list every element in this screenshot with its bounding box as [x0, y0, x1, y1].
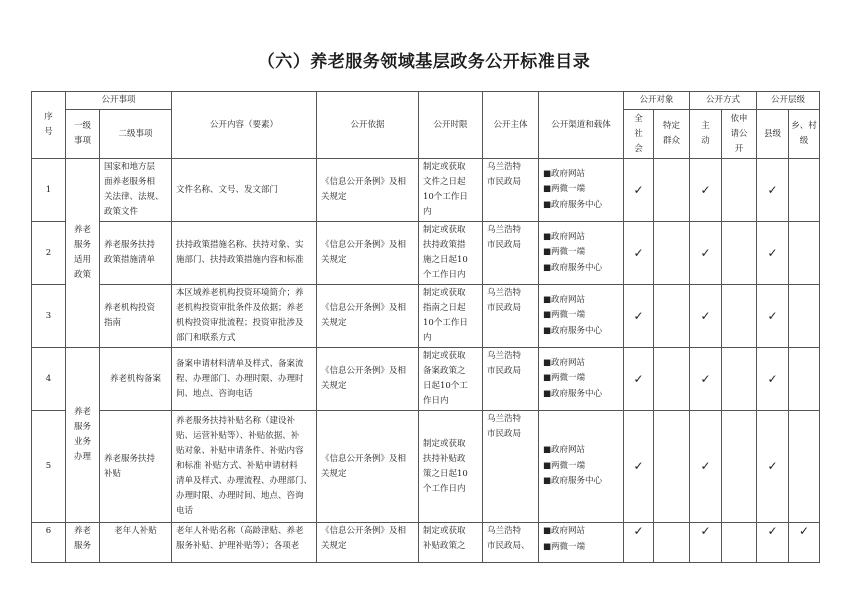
empty-cell — [722, 159, 757, 222]
row-channel: ■政府网站 ■两微一端 ■政府服务中心 — [539, 159, 624, 222]
row-number: 4 — [32, 348, 66, 411]
row-item: 养老服务扶持 补贴 — [100, 411, 172, 523]
empty-cell — [722, 222, 757, 285]
table-row — [32, 285, 820, 348]
check-mark: ✓ — [757, 523, 789, 563]
row-number: 2 — [32, 222, 66, 285]
row-subject: 乌兰浩特 市民政局 — [483, 411, 539, 523]
header-level-town: 乡、村 级 — [789, 110, 820, 159]
empty-cell — [654, 285, 690, 348]
row-channel: ■政府网站 ■两微一端 ■政府服务中心 — [539, 348, 624, 411]
check-mark: ✓ — [690, 285, 722, 348]
header-content: 公开内容（要素） — [172, 92, 317, 159]
header-obj-society: 全 社 会 — [624, 110, 654, 159]
check-mark: ✓ — [624, 348, 654, 411]
check-mark: ✓ — [624, 411, 654, 523]
row-item: 养老机构投资 指南 — [100, 285, 172, 348]
row-time: 制定或获取 备案政策之 日起10个工 作日内 — [419, 348, 483, 411]
row-basis: 《信息公开条例》及相 关规定 — [317, 222, 419, 285]
table-row — [32, 348, 820, 411]
row-content: 本区域养老机构投资环境简介；养 老机构投资审批条件及依据；养老 机构投资审批流程；投资审批涉及 部门和联系方式 — [172, 285, 317, 348]
row-channel: ■政府网站 ■两微一端 ■政府服务中心 — [539, 222, 624, 285]
check-mark: ✓ — [757, 285, 789, 348]
header-matters-group: 公开事项 — [66, 92, 172, 110]
header-level1: 一级 事项 — [66, 110, 100, 159]
row-subject: 乌兰浩特 市民政局 — [483, 285, 539, 348]
row-subject: 乌兰浩特 市民政局、 — [483, 523, 539, 563]
empty-cell — [722, 348, 757, 411]
header-level2: 二级事项 — [100, 110, 172, 159]
row-basis: 《信息公开条例》及相 关规定 — [317, 348, 419, 411]
header-method-group: 公开方式 — [690, 92, 757, 110]
group-label: 养老 服务 业务 办理 — [66, 348, 100, 523]
check-mark: ✓ — [757, 348, 789, 411]
check-mark: ✓ — [624, 523, 654, 563]
empty-cell — [789, 222, 820, 285]
row-time: 制定或获取 指南之日起 10个工作日 内 — [419, 285, 483, 348]
row-number: 1 — [32, 159, 66, 222]
check-mark: ✓ — [624, 159, 654, 222]
empty-cell — [789, 159, 820, 222]
header-object-group: 公开对象 — [624, 92, 690, 110]
check-mark: ✓ — [690, 411, 722, 523]
header-method-request: 依申 请公 开 — [722, 110, 757, 159]
row-channel: ■政府网站 ■两微一端 — [539, 523, 624, 563]
row-content: 备案申请材料清单及样式、备案流 程、办理部门、办理时限、办理时 间、地点、咨询电话 — [172, 348, 317, 411]
row-content: 文件名称、文号、发文部门 — [172, 159, 317, 222]
row-item: 养老服务扶持 政策措施清单 — [100, 222, 172, 285]
table-row — [32, 159, 820, 222]
row-time: 制定或获取 补贴政策之 — [419, 523, 483, 563]
header-method-active: 主 动 — [690, 110, 722, 159]
row-content: 老年人补贴名称（高龄津贴、养老 服务补贴、护理补贴等）；各项老 — [172, 523, 317, 563]
catalog-table — [31, 91, 820, 563]
page-title: （六）养老服务领域基层政务公开标准目录 — [257, 52, 591, 72]
row-subject: 乌兰浩特 市民政局 — [483, 222, 539, 285]
row-basis: 《信息公开条例》及相 关规定 — [317, 285, 419, 348]
empty-cell — [722, 285, 757, 348]
row-content: 养老服务扶持补贴名称（建设补 贴、运营补贴等）、补贴依据、补 贴对象、补贴申请条件、补贴内容 和标准 补贴方式、补贴申请材料 清单及样式、办理流程、办理部门、 办理时限、办理时间、地点、咨询 电话 — [172, 411, 317, 523]
check-mark: ✓ — [757, 159, 789, 222]
header-seq: 序 号 — [32, 92, 66, 159]
empty-cell — [654, 222, 690, 285]
group-label: 养老 服务 适用 政策 — [66, 159, 100, 348]
table-row — [32, 411, 820, 523]
row-time: 制定或获取 扶持补贴政 策之日起10 个工作日内 — [419, 411, 483, 523]
header-level-group: 公开层级 — [757, 92, 820, 110]
empty-cell — [654, 159, 690, 222]
check-mark: ✓ — [690, 348, 722, 411]
check-mark: ✓ — [690, 523, 722, 563]
row-time: 制定或获取 扶持政策措 施之日起10 个工作日内 — [419, 222, 483, 285]
check-mark: ✓ — [757, 411, 789, 523]
header-time-limit: 公开时限 — [419, 92, 483, 159]
row-subject: 乌兰浩特 市民政局 — [483, 159, 539, 222]
row-time: 制定或获取 文件之日起 10个工作日 内 — [419, 159, 483, 222]
empty-cell — [789, 411, 820, 523]
row-basis: 《信息公开条例》及相 关规定 — [317, 159, 419, 222]
row-number: 3 — [32, 285, 66, 348]
empty-cell — [789, 285, 820, 348]
row-number: 5 — [32, 411, 66, 523]
row-basis: 《信息公开条例》及相 关规定 — [317, 523, 419, 563]
empty-cell — [654, 523, 690, 563]
header-subject: 公开主体 — [483, 92, 539, 159]
check-mark: ✓ — [757, 222, 789, 285]
table-row — [32, 523, 820, 563]
check-mark: ✓ — [789, 523, 820, 563]
row-content: 扶持政策措施名称、扶持对象、实 施部门、扶持政策措施内容和标准 — [172, 222, 317, 285]
table-row — [32, 222, 820, 285]
row-channel: ■政府网站 ■两微一端 ■政府服务中心 — [539, 411, 624, 523]
row-item: 国家和地方层 面养老服务相 关法律、法规、 政策文件 — [100, 159, 172, 222]
empty-cell — [722, 411, 757, 523]
header-channel: 公开渠道和载体 — [539, 92, 624, 159]
header-level-county: 县级 — [757, 110, 789, 159]
empty-cell — [722, 523, 757, 563]
header-basis: 公开依据 — [317, 92, 419, 159]
header-row-top — [32, 92, 820, 110]
row-channel: ■政府网站 ■两微一端 ■政府服务中心 — [539, 285, 624, 348]
row-number: 6 — [32, 523, 66, 563]
empty-cell — [654, 348, 690, 411]
empty-cell — [789, 348, 820, 411]
row-subject: 乌兰浩特 市民政局 — [483, 348, 539, 411]
group-label: 养老 服务 — [66, 523, 100, 563]
check-mark: ✓ — [690, 222, 722, 285]
row-basis: 《信息公开条例》及相 关规定 — [317, 411, 419, 523]
header-obj-specific: 特定 群众 — [654, 110, 690, 159]
check-mark: ✓ — [690, 159, 722, 222]
row-item: 养老机构备案 — [100, 348, 172, 411]
row-item: 老年人补贴 — [100, 523, 172, 563]
check-mark: ✓ — [624, 222, 654, 285]
check-mark: ✓ — [624, 285, 654, 348]
empty-cell — [654, 411, 690, 523]
